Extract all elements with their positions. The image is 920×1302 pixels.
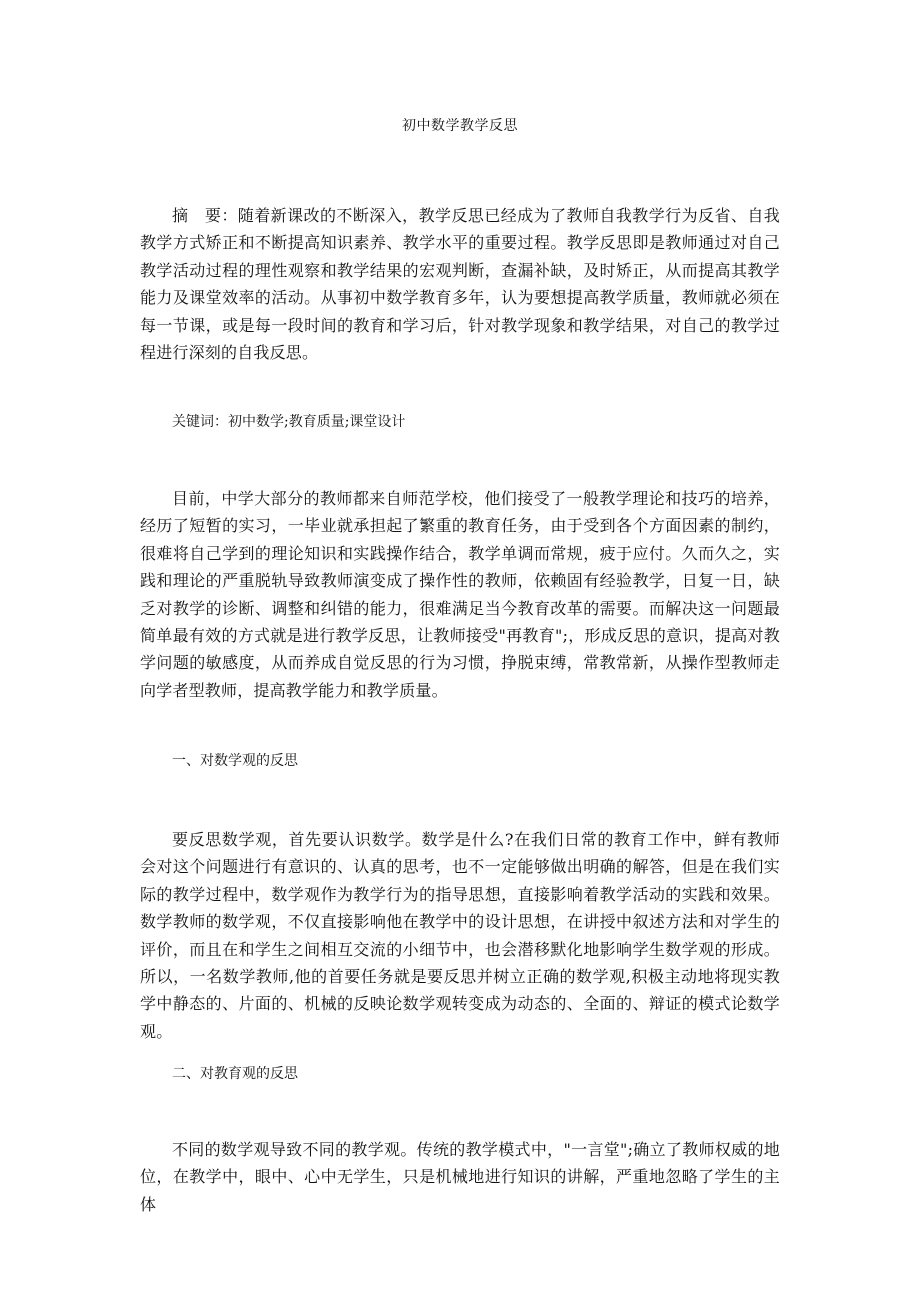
section-2-paragraph: 不同的数学观导致不同的教学观。传统的教学模式中，"一言堂";确立了教师权威的地位，在教学中，眼中、心中无学生，只是机械地进行知识的讲解，严重地忽略了学生的主体 <box>140 1140 780 1214</box>
section-1-paragraph: 要反思数学观，首先要认识数学。数学是什么?在我们日常的教育工作中，鲜有教师会对这个问题进行有意识的、认真的思考，也不一定能够做出明确的解答，但是在我们实际的教学过程中，数学观作为教学行为的指导思想，直接影响着教学活动的实践和效果。数学教师的数学观，不仅直接影响他在教学中的设计思想，在讲授中叙述方法和对学生的评价，而且在和学生之间相互交流的小细节中，也会潜移默化地影响学生数学观的形成。所以，一名数学教师,他的首要任务就是要反思并树立正确的数学观,积极主动地将现实教学中静态的、片面的、机械的反映论数学观转变成为动态的、全面的、辩证的模式论数学观。 <box>140 830 780 1041</box>
keywords-line: 关键词：初中数学;教育质量;课堂设计 <box>172 414 406 430</box>
document-page <box>140 0 780 1302</box>
intro-paragraph: 目前，中学大部分的教师都来自师范学校，他们接受了一般教学理论和技巧的培养，经历了短暂的实习，一毕业就承担起了繁重的教育任务，由于受到各个方面因素的制约，很难将自己学到的理论知识和实践操作结合，教学单调而常规，疲于应付。久而久之，实践和理论的严重脱轨导致教师演变成了操作性的教师，依赖固有经验教学，日复一日，缺乏对教学的诊断、调整和纠错的能力，很难满足当今教育改革的需要。而解决这一问题最简单最有效的方式就是进行教学反思，让教师接受"再教育";，形成反思的意识，提高对教学问题的敏感度，从而养成自觉反思的行为习惯，挣脱束缚，常教常新，从操作型教师走向学者型教师，提高教学能力和教学质量。 <box>140 489 780 700</box>
abstract-paragraph: 摘 要：随着新课改的不断深入，教学反思已经成为了教师自我教学行为反省、自我教学方式矫正和不断提高知识素养、教学水平的重要过程。教学反思即是教师通过对自己教学活动过程的理性观察和教学结果的宏观判断，查漏补缺，及时矫正，从而提高其教学能力及课堂效率的活动。从事初中数学教育多年，认为要想提高教学质量，教师就必须在每一节课，或是每一段时间的教育和学习后，针对教学现象和教学结果，对自己的教学过程进行深刻的自我反思。 <box>140 206 780 363</box>
section-1-heading: 一、对数学观的反思 <box>172 753 298 769</box>
document-title: 初中数学教学反思 <box>402 118 518 134</box>
section-2-heading: 二、对教育观的反思 <box>172 1066 298 1082</box>
